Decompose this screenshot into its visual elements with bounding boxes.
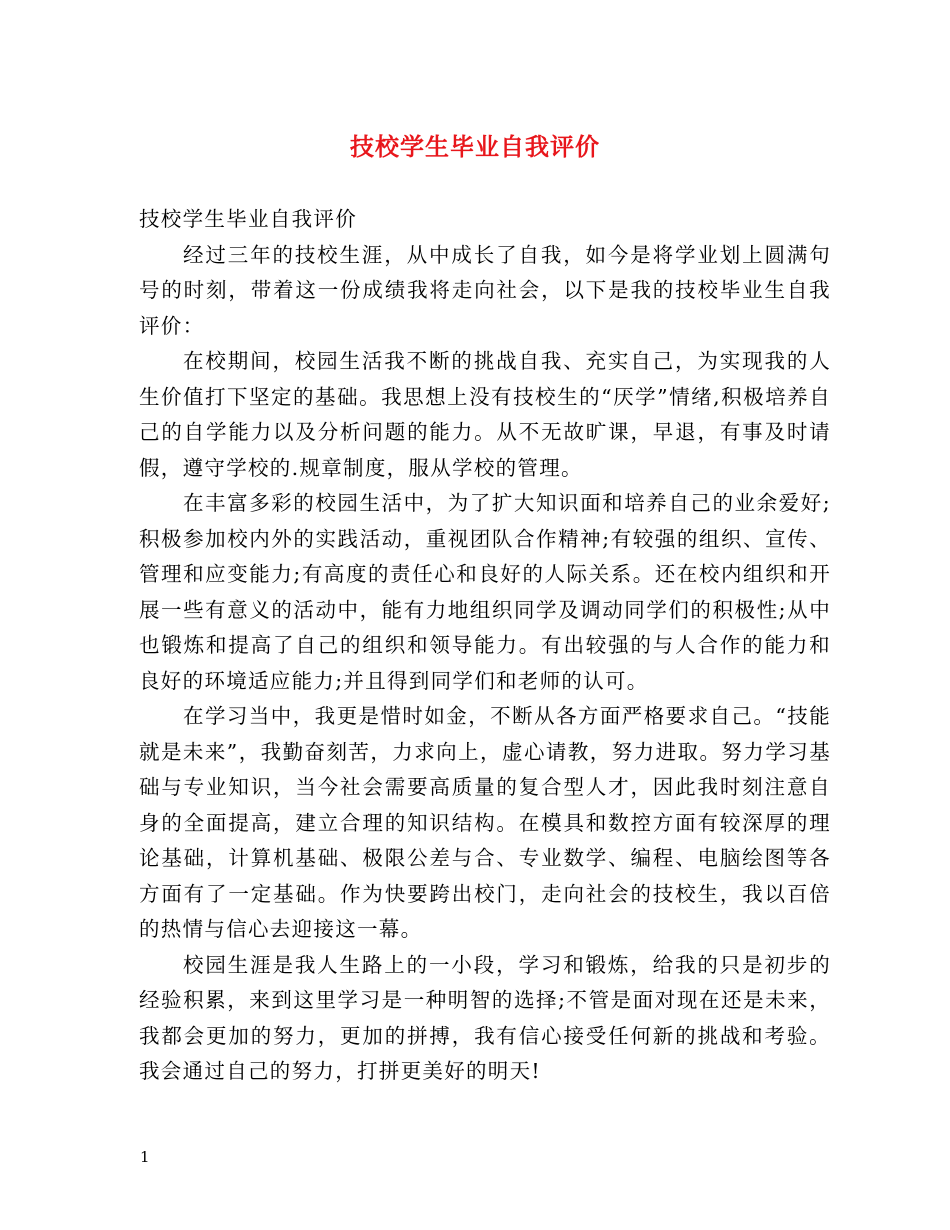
document-subtitle: 技校学生毕业自我评价	[139, 207, 357, 231]
page-number: 1	[140, 1148, 150, 1166]
document-body	[139, 202, 831, 1090]
paragraph-school-life: 在校期间，校园生活我不断的挑战自我、充实自己，为实现我的人生价值打下坚定的基础。我思想上没有技校生的“厌学”情绪,积极培养自己的自学能力以及分析问题的能力。从不无故旷课，早退，有事及时请假，遵守学校的.规章制度，服从学校的管理。	[139, 349, 831, 480]
paragraph-study: 在学习当中，我更是惜时如金，不断从各方面严格要求自己。“技能就是未来”，我勤奋刻苦，力求向上，虚心请教，努力进取。努力学习基础与专业知识，当今社会需要高质量的复合型人才，因此我时刻注意自身的全面提高，建立合理的知识结构。在模具和数控方面有较深厚的理论基础，计算机基础、极限公差与合、专业数学、编程、电脑绘图等各方面有了一定基础。作为快要跨出校门，走向社会的技校生，我以百倍的热情与信心去迎接这一幕。	[139, 704, 831, 941]
document-title: 技校学生毕业自我评价	[350, 132, 600, 161]
paragraph-intro: 经过三年的技校生涯，从中成长了自我，如今是将学业划上圆满句号的时刻，带着这一份成绩我将走向社会，以下是我的技校毕业生自我评价：	[139, 242, 831, 338]
paragraph-conclusion: 校园生涯是我人生路上的一小段，学习和锻炼，给我的只是初步的经验积累，来到这里学习是一种明智的选择;不管是面对现在还是未来，我都会更加的努力，更加的拼搏，我有信心接受任何新的挑战和考验。我会通过自己的努力，打拼更美好的明天!	[139, 952, 831, 1083]
paragraph-activities: 在丰富多彩的校园生活中，为了扩大知识面和培养自己的业余爱好;积极参加校内外的实践活动，重视团队合作精神;有较强的组织、宣传、管理和应变能力;有高度的责任心和良好的人际关系。还在校内组织和开展一些有意义的活动中，能有力地组织同学及调动同学们的积极性;从中也锻炼和提高了自己的组织和领导能力。有出较强的与人合作的能力和良好的环境适应能力;并且得到同学们和老师的认可。	[139, 491, 831, 693]
